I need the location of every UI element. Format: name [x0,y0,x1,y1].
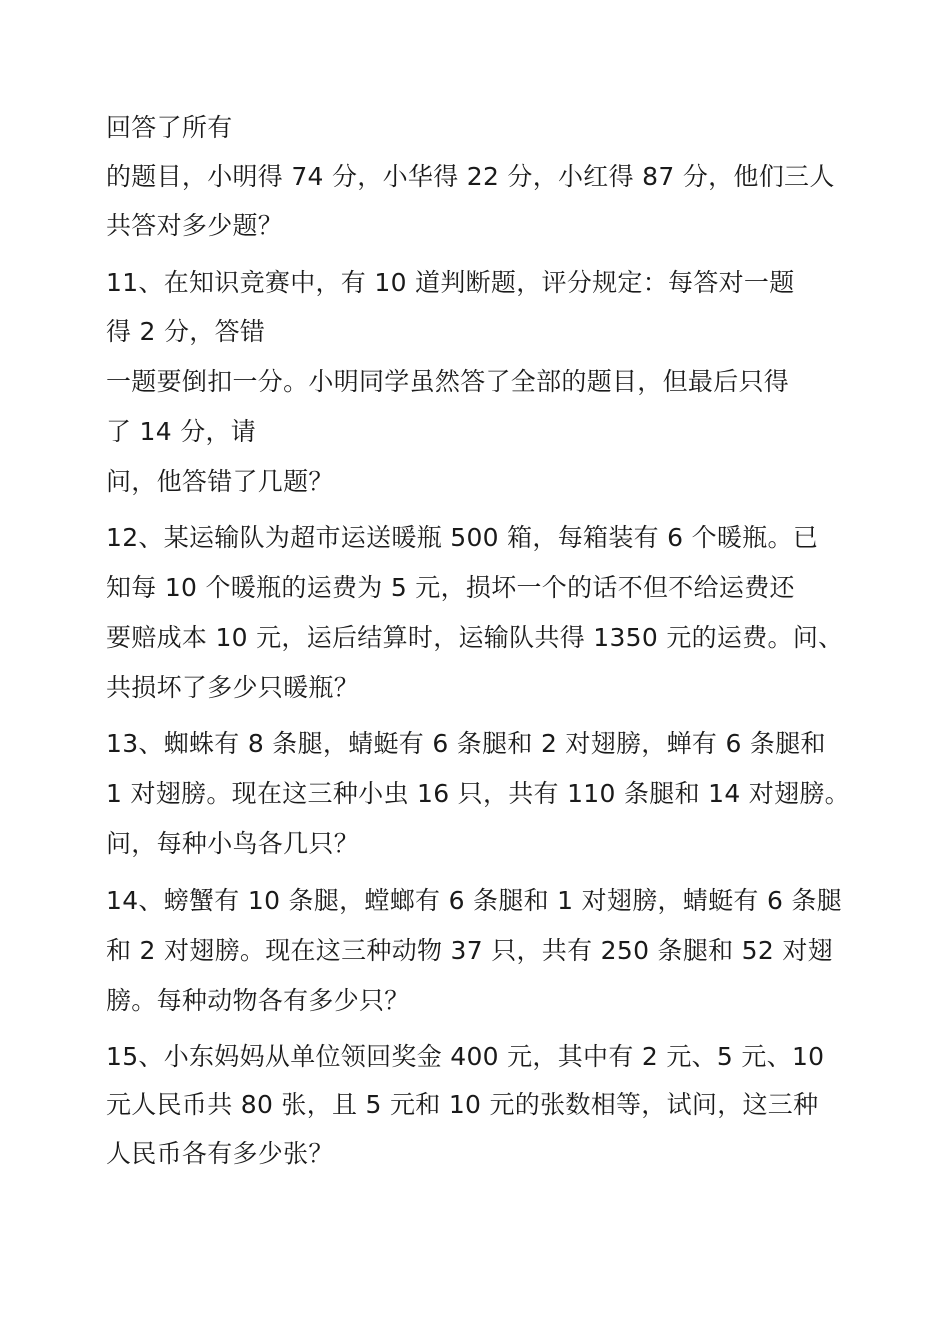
question-14-line: 膀。每种动物各有多少只？ [106,986,410,1015]
question-11-line: 得 2 分，答错 [106,317,266,346]
question-11-line: 一题要倒扣一分。小明同学虽然答了全部的题目，但最后只得 [106,367,790,396]
question-13-line: 1 对翅膀。现在这三种小虫 16 只，共有 110 条腿和 14 对翅膀。 [106,779,850,808]
question-12-line: 12、某运输队为超市运送暖瓶 500 箱，每箱装有 6 个暖瓶。已 [106,523,819,552]
text-line: 的题目，小明得 74 分，小华得 22 分，小红得 87 分，他们三人 [106,162,835,191]
text-line: 共答对多少题？ [106,211,284,240]
question-13-line: 13、蜘蛛有 8 条腿，蜻蜓有 6 条腿和 2 对翅膀，蝉有 6 条腿和 [106,729,826,758]
question-11-line: 11、在知识竞赛中，有 10 道判断题，评分规定：每答对一题 [106,268,795,297]
question-15-line: 元人民币共 80 张，且 5 元和 10 元的张数相等，试问，这三种 [106,1090,819,1119]
question-11-line: 问，他答错了几题？ [106,467,334,496]
question-12-line: 要赔成本 10 元，运后结算时，运输队共得 1350 元的运费。问、 [106,623,844,652]
question-15-line: 15、小东妈妈从单位领回奖金 400 元，其中有 2 元、5 元、10 [106,1042,825,1071]
question-14-line: 和 2 对翅膀。现在这三种动物 37 只，共有 250 条腿和 52 对翅 [106,936,833,965]
question-11-line: 了 14 分，请 [106,417,257,446]
question-12-line: 共损坏了多少只暖瓶？ [106,673,360,702]
question-13-line: 问，每种小鸟各几只？ [106,829,360,858]
question-14-line: 14、螃蟹有 10 条腿，螳螂有 6 条腿和 1 对翅膀，蜻蜓有 6 条腿 [106,886,843,915]
question-12-line: 知每 10 个暖瓶的运费为 5 元，损坏一个的话不但不给运费还 [106,573,795,602]
question-15-line: 人民币各有多少张？ [106,1139,334,1168]
text-line: 回答了所有 [106,113,233,142]
